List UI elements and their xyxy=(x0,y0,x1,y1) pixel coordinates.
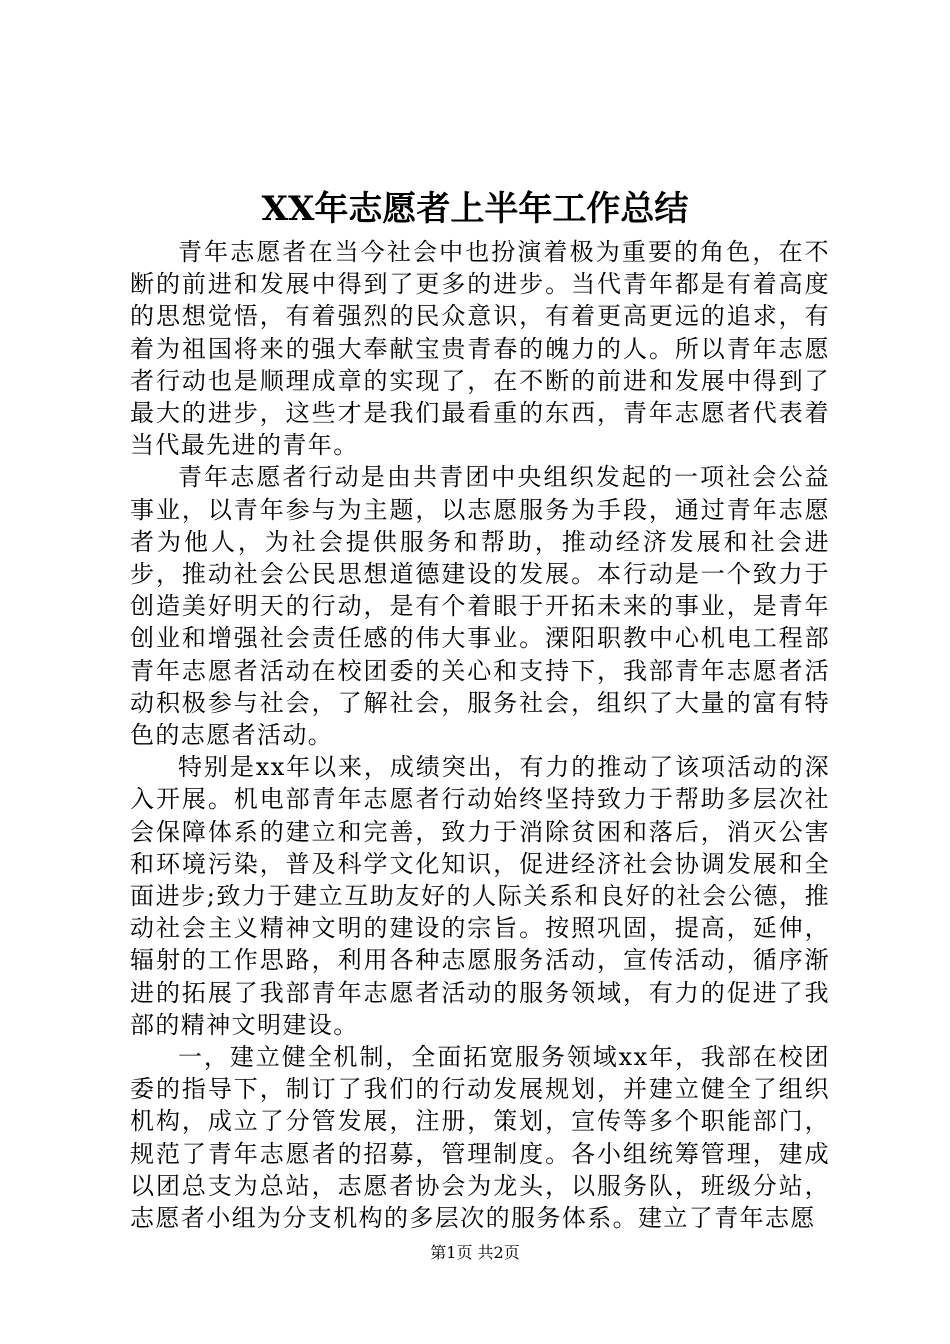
paragraph-4: 一，建立健全机制，全面拓宽服务领域xx年，我部在校团委的指导下，制订了我们的行动发展规划，并建立健全了组织机构，成立了分管发展，注册，策划，宣传等多个职能部门，规范了青年志愿者的招募，管理制度。各小组统筹管理，建成以团总支为总站，志愿者协会为龙头，以服务队，班级分站，志愿者小组为分支机构的多层次的服务体系。建立了青年志愿 xyxy=(130,1043,830,1233)
paragraph-2: 青年志愿者行动是由共青团中央组织发起的一项社会公益事业，以青年参与为主题，以志愿服务为手段，通过青年志愿者为他人，为社会提供服务和帮助，推动经济发展和社会进步，推动社会公民思想道德建设的发展。本行动是一个致力于创造美好明天的行动，是有个着眼于开拓未来的事业，是青年创业和增强社会责任感的伟大事业。溧阳职教中心机电工程部青年志愿者活动在校团委的关心和支持下，我部青年志愿者活动积极参与社会，了解社会，服务社会，组织了大量的富有特色的志愿者活动。 xyxy=(130,463,830,750)
document-title: XX年志愿者上半年工作总结 xyxy=(261,189,689,229)
paragraph-3: 特别是xx年以来，成绩突出，有力的推动了该项活动的深入开展。机电部青年志愿者行动始终坚持致力于帮助多层次社会保障体系的建立和完善，致力于消除贫困和落后，消灭公害和环境污染，普及科学文化知识，促进经济社会协调发展和全面进步;致力于建立互助友好的人际关系和良好的社会公德，推动社会主义精神文明的建设的宗旨。按照巩固，提高，延伸，辐射的工作思路，利用各种志愿服务活动，宣传活动，循序渐进的拓展了我部青年志愿者活动的服务领域，有力的促进了我部的精神文明建设。 xyxy=(130,753,830,1039)
paragraph-1: 青年志愿者在当今社会中也扮演着极为重要的角色，在不断的前进和发展中得到了更多的进步。当代青年都是有着高度的思想觉悟，有着强烈的民众意识，有着更高更远的追求，有着为祖国将来的强大奉献宝贵青春的魄力的人。所以青年志愿者行动也是顺理成章的实现了，在不断的前进和发展中得到了最大的进步，这些才是我们最看重的东西，青年志愿者代表着当代最先进的青年。 xyxy=(130,238,830,460)
page-number-indicator: 第1页 共2页 xyxy=(430,1243,520,1262)
page-footer xyxy=(0,1242,950,1264)
document-body xyxy=(130,236,830,1234)
